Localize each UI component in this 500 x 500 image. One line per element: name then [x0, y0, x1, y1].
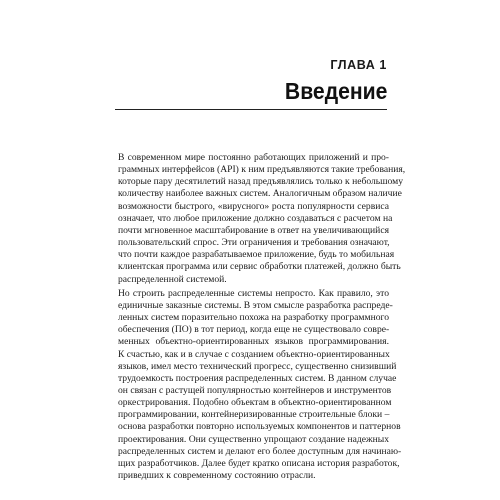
- paragraph-2: [118, 287, 402, 483]
- text-line: программировании, контейнеризированные строительные блоки –: [118, 409, 390, 421]
- text-line: щих разработчиков. Далее будет кратко описана история разработок,: [118, 457, 400, 469]
- text-line: оркестрирования. Подобно объектам в объектно-ориентированном: [118, 397, 392, 409]
- paragraph-1: [118, 152, 406, 286]
- text-line: граммных интерфейсов (API) к ним предъявляются такие требования,: [118, 164, 406, 176]
- chapter-label: ГЛАВА 1: [330, 58, 387, 72]
- text-line: возможности быстрого, «вирусного» роста популярности сервиса: [118, 200, 389, 212]
- chapter-title: Введение: [284, 78, 387, 104]
- text-line: К счастью, как и в случае с созданием объектно-ориентированных: [118, 348, 390, 360]
- text-line: В современном мире постоянно работающих приложений и про-: [118, 152, 389, 163]
- text-line: проектирования. Они существенно упрощают создание надежных: [118, 433, 389, 445]
- text-line: обеспечения (ПО) в тот период, когда еще не существовало совре-: [118, 324, 390, 336]
- text-line: менных объектно-ориентированных языков программирования.: [118, 336, 389, 348]
- text-line: он связан с растущей популярностью контейнеров и инструментов: [118, 384, 392, 396]
- text-line: пользовательский спрос. Эти ограничения и требования означают,: [118, 237, 390, 249]
- text-line: трудоемкость построения распределенных систем. В данном случае: [118, 372, 397, 384]
- text-line: основа разработки повторно используемых компонентов и паттернов: [118, 421, 401, 433]
- body-text: [118, 152, 406, 482]
- text-line: единичные заказные системы. В этом смысле разработка распреде-: [118, 299, 393, 311]
- text-line: ленных систем поразительно похожа на разработку программного: [118, 312, 389, 324]
- text-line: клиентская программа или сервис обработки платежей, должно быть: [118, 261, 401, 273]
- text-line: распределенной системой.: [118, 273, 227, 285]
- text-line: количеству наиболее важных систем. Аналогичным образом наличие: [118, 188, 402, 200]
- title-rule: [115, 109, 387, 110]
- text-line: Но строить распределенные системы непросто. Как правило, это: [118, 287, 389, 299]
- text-line: означает, что любое приложение должно создаваться с расчетом на: [118, 212, 393, 224]
- text-line: языков, имел место технический прогресс, существенно снизивший: [118, 360, 397, 372]
- text-line: распределенных систем и делают его более доступным для начинаю-: [118, 445, 402, 457]
- text-line: приведших к современному состоянию отрасли.: [118, 470, 316, 482]
- text-line: которые пару десятилетий назад предъявлялись только к небольшому: [118, 176, 404, 188]
- text-line: что почти каждое разрабатываемое приложение, будь то мобильная: [118, 249, 395, 261]
- text-line: почти мгновенное масштабирование в ответ на увеличивающийся: [118, 224, 389, 236]
